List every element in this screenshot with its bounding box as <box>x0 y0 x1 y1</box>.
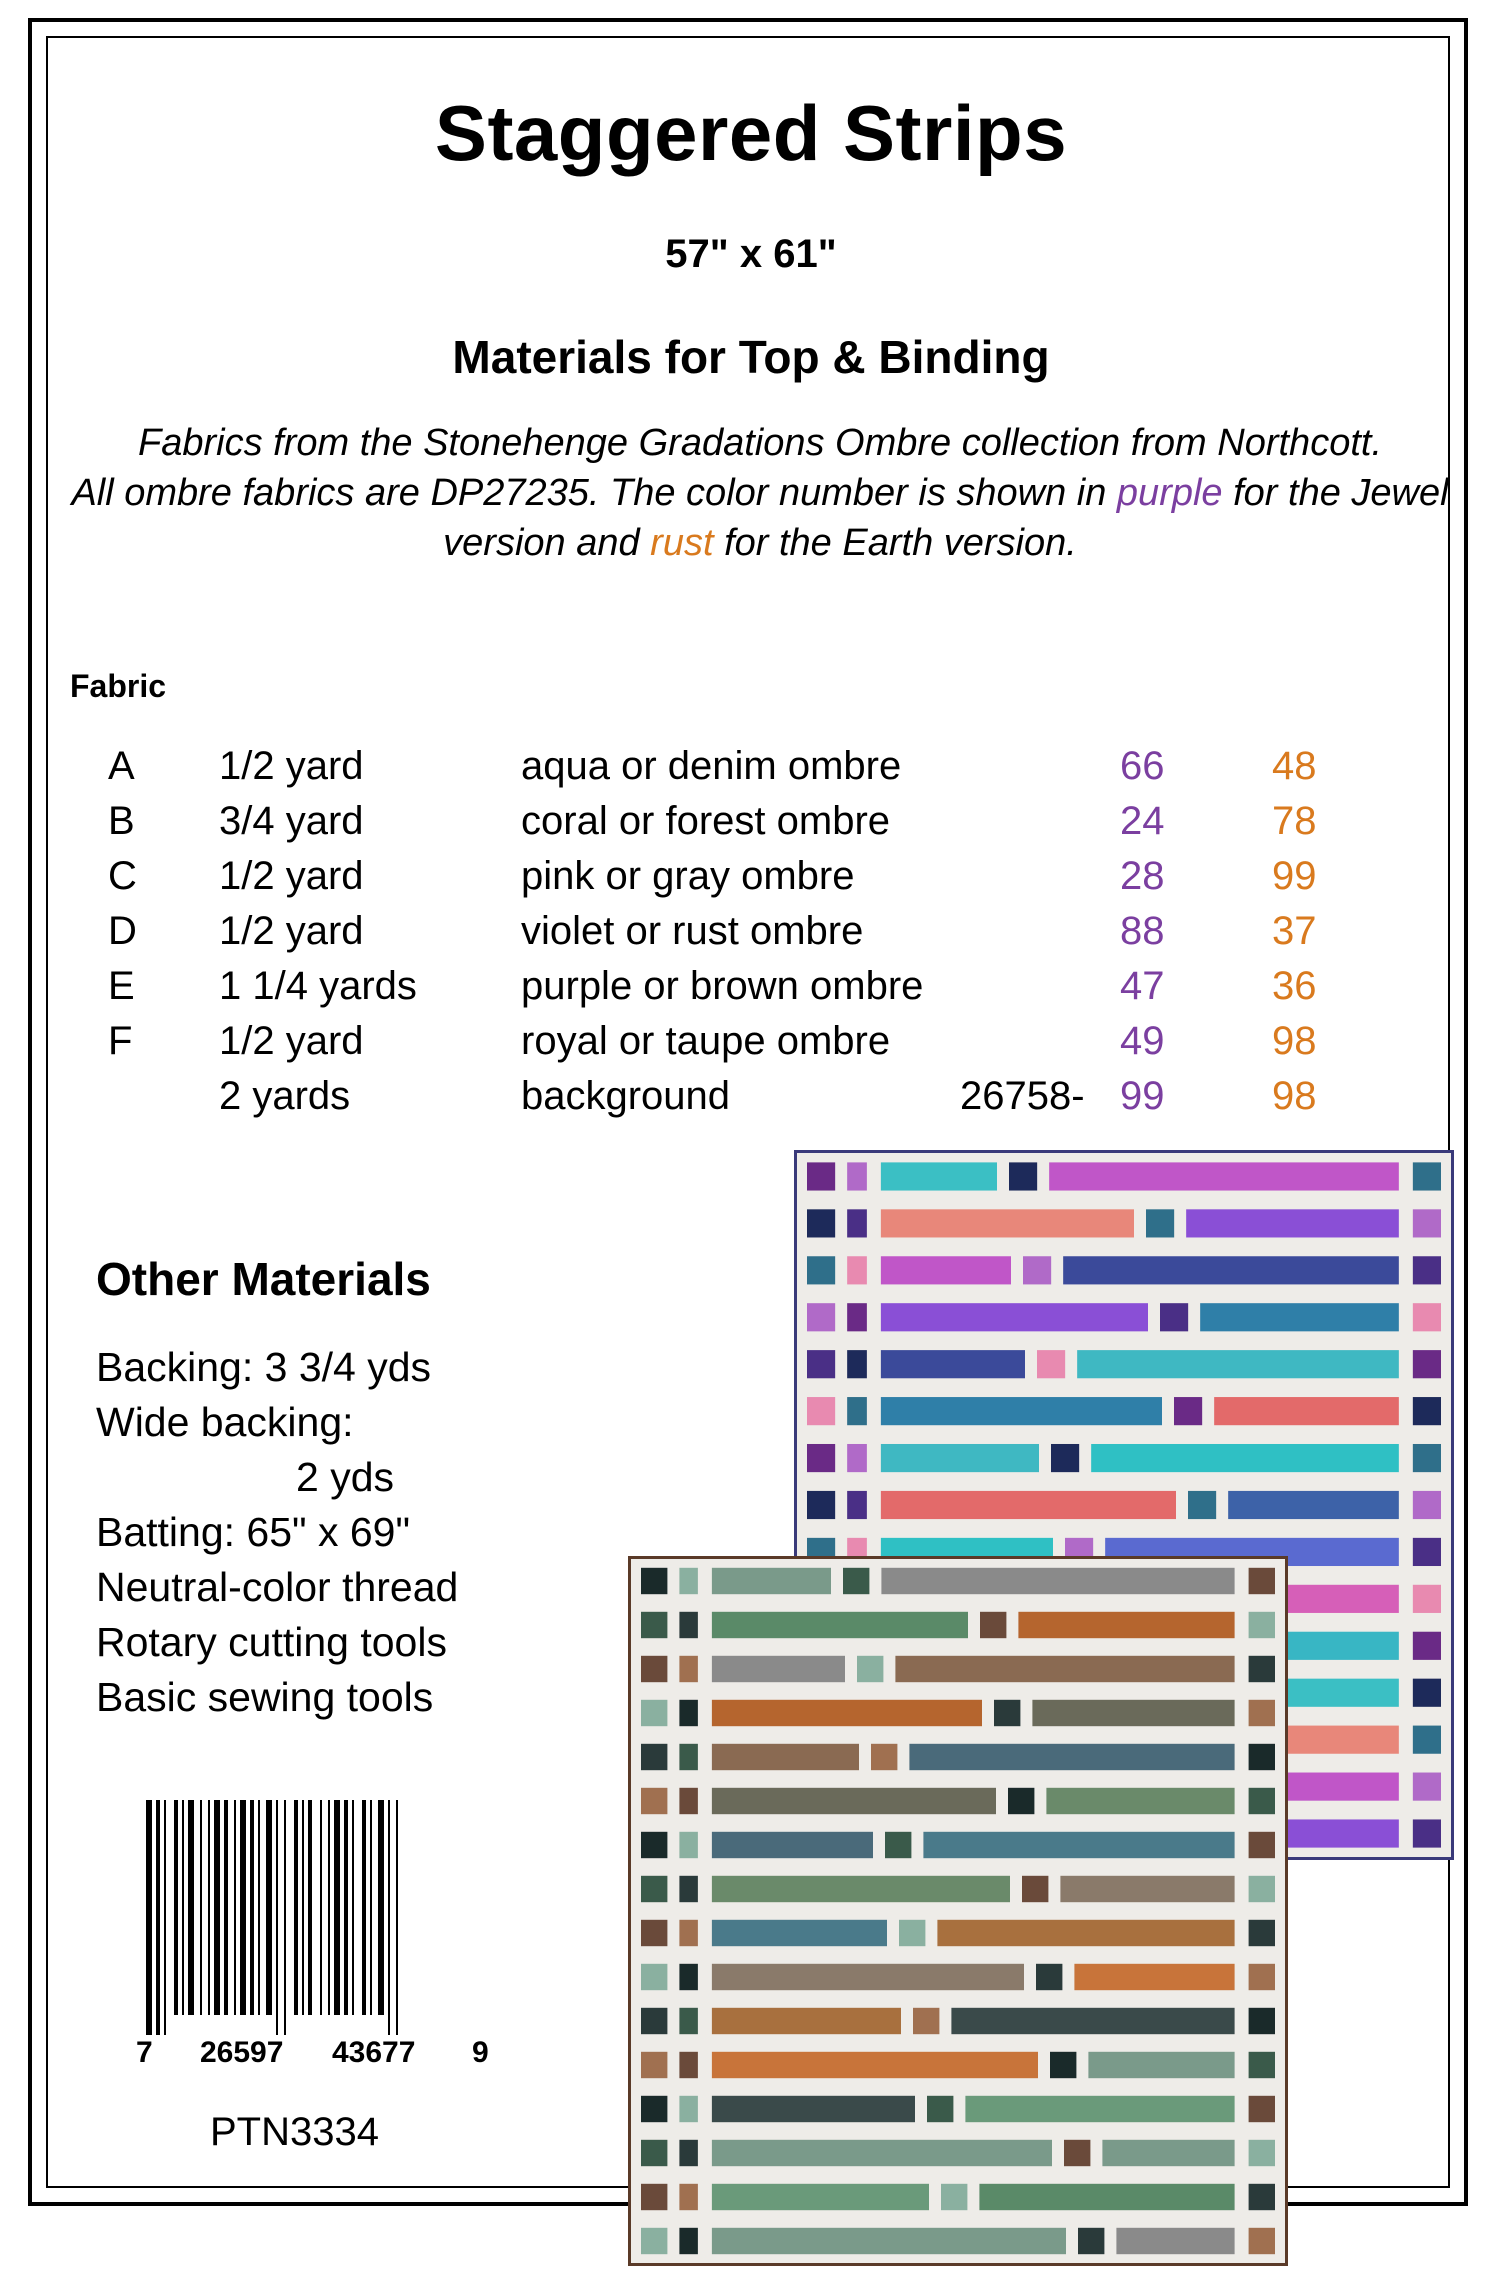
barcode-bar <box>388 1800 390 2035</box>
quilt-size: 57" x 61" <box>665 232 837 276</box>
barcode-bar <box>188 1800 194 2015</box>
earth-color-number: 98 <box>1272 1019 1317 1063</box>
quilt-strip <box>1270 1773 1399 1801</box>
fabric-desc: purple or brown ombre <box>521 964 924 1008</box>
quilt-square <box>1413 1209 1441 1237</box>
quilt-square <box>1064 2140 1090 2166</box>
quilt-square <box>641 1788 667 1814</box>
list-item: 2 yds <box>296 1454 394 1500</box>
quilt-strip <box>1102 2140 1234 2166</box>
quilt-square <box>1413 1679 1441 1707</box>
fabric-prefix: 26758- <box>960 1074 1085 1118</box>
fabric-desc: background <box>521 1074 731 1118</box>
quilt-square <box>1022 1876 1048 1902</box>
quilt-square <box>1146 1209 1174 1237</box>
quilt-square <box>1413 1162 1441 1190</box>
quilt-strip <box>979 2184 1234 2210</box>
quilt-square <box>847 1256 867 1284</box>
quilt-square <box>641 1568 667 1594</box>
quilt-square <box>679 1964 697 1990</box>
fabric-qty: 1/2 yard <box>219 744 364 788</box>
earth-color-number: 78 <box>1272 799 1317 843</box>
quilt-square <box>807 1303 835 1331</box>
quilt-strip <box>712 2184 929 2210</box>
barcode-bar <box>164 1800 166 2035</box>
quilt-square <box>641 1964 667 1990</box>
quilt-square <box>1249 1788 1275 1814</box>
quilt-strip <box>881 1397 1162 1425</box>
quilt-strip <box>712 2096 915 2122</box>
barcode-bar <box>344 1800 348 2015</box>
quilt-square <box>807 1209 835 1237</box>
quilt-square <box>927 2096 953 2122</box>
quilt-strip <box>881 1568 1234 1594</box>
fabric-qty: 1/2 yard <box>219 1019 364 1063</box>
quilt-square <box>847 1303 867 1331</box>
fabric-row <box>0 1068 1502 1124</box>
barcode-bar <box>200 1800 202 2015</box>
quilt-square <box>1249 1876 1275 1902</box>
quilt-strip <box>881 1256 1011 1284</box>
quilt-square <box>679 1700 697 1726</box>
quilt-square <box>1249 1964 1275 1990</box>
quilt-square <box>1249 2228 1275 2254</box>
quilt-earth-image <box>628 1556 1288 2266</box>
quilt-strip <box>881 1491 1176 1519</box>
barcode-bar <box>308 1800 312 2015</box>
barcode-bar <box>240 1800 246 2015</box>
quilt-strip <box>1018 1612 1234 1638</box>
quilt-square <box>1008 1788 1034 1814</box>
list-item: Backing: 3 3/4 yds <box>96 1344 432 1390</box>
quilt-strip <box>1060 1876 1234 1902</box>
barcode-bar <box>208 1800 210 2015</box>
quilt-strip <box>712 1612 968 1638</box>
barcode-bar <box>174 1800 178 2015</box>
quilt-strip <box>712 2228 1066 2254</box>
quilt-square <box>847 1397 867 1425</box>
quilt-square <box>1249 1920 1275 1946</box>
barcode-bar <box>266 1800 272 2015</box>
list-item: Basic sewing tools <box>96 1674 434 1720</box>
quilt-square <box>1413 1491 1441 1519</box>
quilt-square <box>1023 1256 1051 1284</box>
quilt-square <box>1413 1444 1441 1472</box>
quilt-square <box>1051 1444 1079 1472</box>
quilt-earth-graphic <box>631 1559 1285 2263</box>
quilt-square <box>641 1744 667 1770</box>
quilt-square <box>641 2052 667 2078</box>
barcode-bar <box>156 1800 160 2035</box>
quilt-strip <box>712 2052 1038 2078</box>
quilt-strip <box>937 1920 1234 1946</box>
fabric-letter: F <box>108 1019 133 1063</box>
barcode-bar <box>320 1800 322 2015</box>
quilt-square <box>1249 1656 1275 1682</box>
fabric-letter: B <box>108 799 135 843</box>
barcode-bar <box>250 1800 254 2015</box>
earth-color-number: 98 <box>1272 1074 1317 1118</box>
fabric-row <box>0 848 1502 904</box>
list-item: Batting: 65" x 69" <box>96 1509 411 1555</box>
quilt-strip <box>1186 1209 1399 1237</box>
barcode-bar <box>234 1800 236 2015</box>
fabric-qty: 1/2 yard <box>219 909 364 953</box>
quilt-strip <box>1200 1303 1399 1331</box>
quilt-square <box>1249 2184 1275 2210</box>
rust-word: rust <box>650 522 714 564</box>
quilt-strip <box>1228 1491 1399 1519</box>
quilt-square <box>641 1656 667 1682</box>
quilt-strip <box>1091 1444 1399 1472</box>
fabric-desc: coral or forest ombre <box>521 799 891 843</box>
quilt-strip <box>923 1832 1234 1858</box>
barcode-bar <box>146 1800 152 2035</box>
fabric-qty: 1/2 yard <box>219 854 364 898</box>
quilt-square <box>847 1444 867 1472</box>
quilt-square <box>1249 2140 1275 2166</box>
intro-line-2c: for the Earth version. <box>713 522 1077 564</box>
jewel-color-number: 24 <box>1120 799 1165 843</box>
quilt-square <box>1249 1832 1275 1858</box>
quilt-strip <box>1116 2228 1234 2254</box>
quilt-square <box>847 1350 867 1378</box>
quilt-square <box>679 1832 697 1858</box>
page-title: Staggered Strips <box>434 89 1068 177</box>
quilt-strip <box>909 1744 1234 1770</box>
fabric-desc: royal or taupe ombre <box>521 1019 891 1063</box>
quilt-square <box>807 1350 835 1378</box>
quilt-square <box>857 1656 883 1682</box>
quilt-square <box>641 1612 667 1638</box>
fabric-desc: pink or gray ombre <box>521 854 855 898</box>
intro-line-1: Fabrics from the Stonehenge Gradations Ombre collection from Northcott. <box>138 422 1382 464</box>
quilt-square <box>1413 1819 1441 1847</box>
fabric-letter: A <box>108 744 135 788</box>
quilt-square <box>1249 2052 1275 2078</box>
quilt-square <box>641 2096 667 2122</box>
quilt-strip <box>881 1350 1025 1378</box>
materials-heading: Materials for Top & Binding <box>452 331 1050 383</box>
quilt-square <box>847 1162 867 1190</box>
quilt-strip <box>951 2008 1234 2034</box>
quilt-square <box>1009 1162 1037 1190</box>
fabric-qty: 3/4 yard <box>219 799 364 843</box>
quilt-strip <box>712 2008 901 2034</box>
fabric-desc: violet or rust ombre <box>521 909 864 953</box>
earth-color-number: 36 <box>1272 964 1317 1008</box>
quilt-strip <box>712 1744 859 1770</box>
quilt-square <box>1249 2096 1275 2122</box>
quilt-square <box>641 1876 667 1902</box>
quilt-square <box>847 1491 867 1519</box>
fabric-row <box>0 958 1502 1014</box>
quilt-square <box>679 1788 697 1814</box>
other-materials-heading: Other Materials <box>96 1253 431 1305</box>
quilt-strip <box>712 1656 845 1682</box>
jewel-color-number: 47 <box>1120 964 1165 1008</box>
list-item: Wide backing: <box>96 1399 354 1445</box>
quilt-square <box>679 2140 697 2166</box>
barcode-bar <box>328 1800 330 2015</box>
list-item: Rotary cutting tools <box>96 1619 447 1665</box>
intro-line-2b: for the Jewel version and <box>443 472 1449 564</box>
quilt-strip <box>712 1920 887 1946</box>
other-materials-list <box>96 1340 458 1725</box>
quilt-square <box>1413 1585 1441 1613</box>
quilt-strip <box>965 2096 1234 2122</box>
quilt-square <box>641 2140 667 2166</box>
quilt-square <box>994 1700 1020 1726</box>
fabric-row <box>0 793 1502 849</box>
barcode-bar <box>370 1800 372 2015</box>
quilt-strip <box>895 1656 1234 1682</box>
barcode-bar <box>182 1800 184 2015</box>
barcode-digit: 43677 <box>332 2036 416 2069</box>
quilt-square <box>679 2184 697 2210</box>
product-code: PTN3334 <box>210 2110 379 2154</box>
barcode-digit: 9 <box>472 2036 489 2069</box>
barcode-bar <box>396 1800 398 2035</box>
quilt-square <box>679 2228 697 2254</box>
quilt-strip <box>712 1788 996 1814</box>
barcode-bar <box>378 1800 384 2015</box>
jewel-color-number: 28 <box>1120 854 1165 898</box>
fabric-desc: aqua or denim ombre <box>521 744 902 788</box>
jewel-color-number: 49 <box>1120 1019 1165 1063</box>
barcode-bar <box>294 1800 298 2015</box>
fabric-qty: 1 1/4 yards <box>219 964 417 1008</box>
barcode-bar <box>258 1800 260 2015</box>
quilt-square <box>807 1256 835 1284</box>
quilt-strip <box>712 1876 1010 1902</box>
quilt-square <box>847 1209 867 1237</box>
fabric-letter: E <box>108 964 135 1008</box>
quilt-square <box>1249 1612 1275 1638</box>
quilt-square <box>913 2008 939 2034</box>
quilt-strip <box>712 1832 873 1858</box>
quilt-square <box>1413 1350 1441 1378</box>
earth-color-number: 37 <box>1272 909 1317 953</box>
quilt-square <box>885 1832 911 1858</box>
jewel-color-number: 99 <box>1120 1074 1165 1118</box>
quilt-square <box>1249 1744 1275 1770</box>
quilt-square <box>641 1920 667 1946</box>
quilt-square <box>641 1700 667 1726</box>
quilt-strip <box>881 1162 997 1190</box>
quilt-square <box>1160 1303 1188 1331</box>
quilt-square <box>1413 1256 1441 1284</box>
fabric-row <box>0 738 1502 794</box>
quilt-strip <box>881 1444 1039 1472</box>
quilt-square <box>1036 1964 1062 1990</box>
intro-line-2a: All ombre fabrics are DP27235. The color number is shown in <box>71 472 1117 514</box>
quilt-strip <box>1214 1397 1399 1425</box>
quilt-strip <box>1032 1700 1234 1726</box>
quilt-square <box>679 1876 697 1902</box>
quilt-strip <box>712 1964 1024 1990</box>
quilt-square <box>980 1612 1006 1638</box>
quilt-square <box>641 2008 667 2034</box>
quilt-strip <box>881 1209 1134 1237</box>
quilt-square <box>641 1832 667 1858</box>
quilt-square <box>807 1444 835 1472</box>
intro-text <box>70 418 1450 568</box>
quilt-square <box>941 2184 967 2210</box>
quilt-square <box>1413 1726 1441 1754</box>
quilt-strip <box>1074 1964 1234 1990</box>
quilt-square <box>679 1920 697 1946</box>
quilt-square <box>1249 2008 1275 2034</box>
quilt-square <box>807 1162 835 1190</box>
quilt-strip <box>712 2140 1052 2166</box>
barcode-digit: 7 <box>136 2036 153 2069</box>
quilt-square <box>679 1568 697 1594</box>
jewel-color-number: 66 <box>1120 744 1165 788</box>
quilt-square <box>843 1568 869 1594</box>
quilt-strip <box>1088 2052 1234 2078</box>
quilt-strip <box>1046 1788 1234 1814</box>
quilt-square <box>679 1612 697 1638</box>
quilt-square <box>679 1656 697 1682</box>
barcode-bars <box>146 1800 398 2035</box>
quilt-square <box>679 2096 697 2122</box>
quilt-square <box>807 1491 835 1519</box>
quilt-square <box>679 2052 697 2078</box>
quilt-square <box>1413 1397 1441 1425</box>
list-item: Neutral-color thread <box>96 1564 459 1610</box>
fabric-label: Fabric <box>70 668 167 704</box>
quilt-square <box>1037 1350 1065 1378</box>
fabric-letter: D <box>108 909 137 953</box>
quilt-strip <box>712 1700 982 1726</box>
earth-color-number: 99 <box>1272 854 1317 898</box>
quilt-square <box>1413 1632 1441 1660</box>
quilt-square <box>679 2008 697 2034</box>
fabric-row <box>0 1013 1502 1069</box>
quilt-square <box>641 2184 667 2210</box>
quilt-strip <box>712 1568 831 1594</box>
quilt-strip <box>1049 1162 1399 1190</box>
quilt-square <box>1078 2228 1104 2254</box>
quilt-square <box>1249 1568 1275 1594</box>
fabric-qty: 2 yards <box>219 1074 351 1118</box>
quilt-square <box>1413 1303 1441 1331</box>
quilt-square <box>679 1744 697 1770</box>
quilt-square <box>641 2228 667 2254</box>
quilt-square <box>1188 1491 1216 1519</box>
barcode <box>132 1800 502 2070</box>
quilt-square <box>1050 2052 1076 2078</box>
barcode-bar <box>362 1800 366 2015</box>
quilt-square <box>1413 1773 1441 1801</box>
quilt-square <box>1249 1700 1275 1726</box>
purple-word: purple <box>1116 472 1223 514</box>
quilt-strip <box>1077 1350 1399 1378</box>
quilt-strip <box>1063 1256 1399 1284</box>
quilt-square <box>871 1744 897 1770</box>
barcode-digit: 26597 <box>200 2036 284 2069</box>
quilt-square <box>1413 1538 1441 1566</box>
barcode-bar <box>276 1800 278 2035</box>
quilt-strip <box>881 1303 1148 1331</box>
fabric-letter: C <box>108 854 137 898</box>
barcode-bar <box>284 1800 286 2035</box>
barcode-bar <box>352 1800 354 2015</box>
barcode-bar <box>214 1800 220 2015</box>
quilt-square <box>899 1920 925 1946</box>
quilt-square <box>1174 1397 1202 1425</box>
barcode-bar <box>302 1800 304 2015</box>
quilt-square <box>807 1397 835 1425</box>
barcode-bar <box>224 1800 228 2015</box>
fabric-row <box>0 903 1502 959</box>
earth-color-number: 48 <box>1272 744 1317 788</box>
jewel-color-number: 88 <box>1120 909 1165 953</box>
barcode-bar <box>334 1800 340 2015</box>
